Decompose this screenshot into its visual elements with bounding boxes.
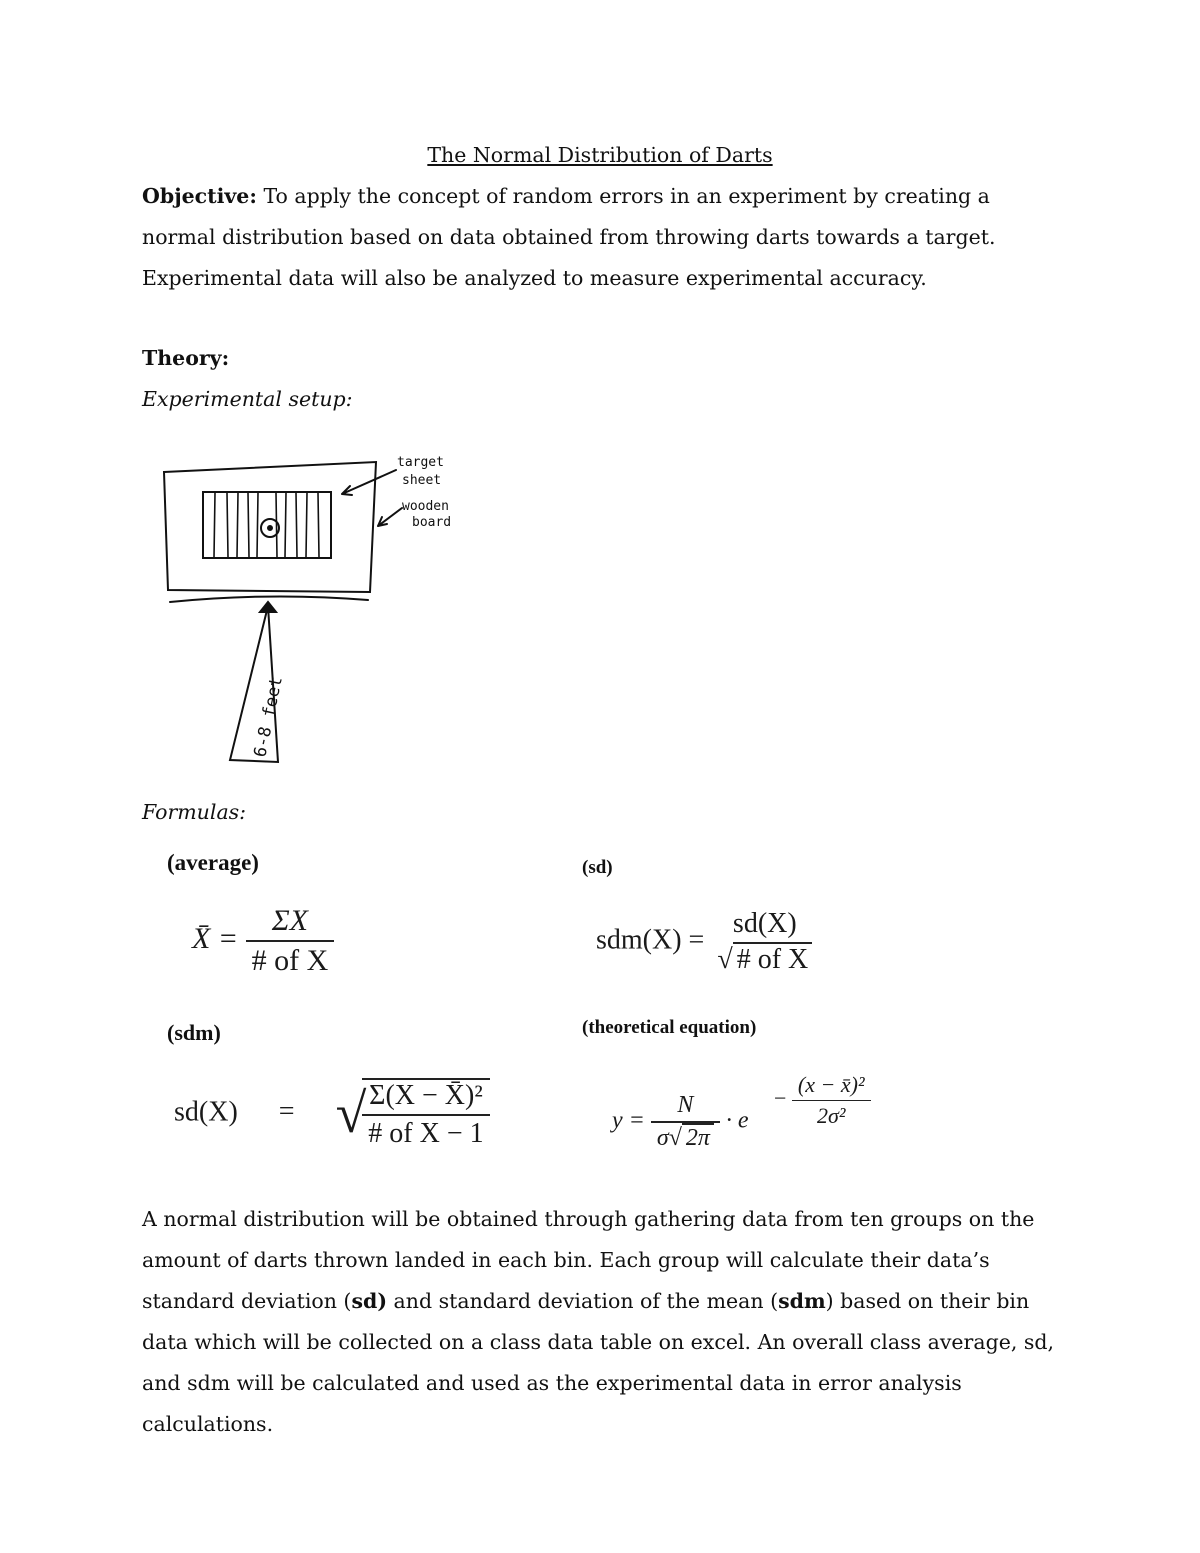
theoretical-dot-e: · e	[725, 1107, 749, 1134]
average-formula	[192, 904, 334, 978]
body-sd-bold: sd)	[351, 1289, 388, 1313]
objective-paragraph	[142, 176, 1062, 299]
average-denominator: # of X	[246, 940, 335, 978]
sketch-distance-label: 6-8 feet	[250, 674, 287, 760]
body-paragraph	[142, 1199, 1057, 1445]
board-arrow-icon	[378, 508, 402, 526]
sdm-equals: =	[278, 1096, 295, 1128]
sd-label: (sd)	[582, 857, 613, 878]
objective-text: To apply the concept of random errors in an experiment by creating a normal distribution based on data obtained from throwing darts towards a target. Experimental data will also be analyzed to measure experimental accuracy.	[142, 184, 996, 290]
sdm-lhs: sd(X)	[174, 1096, 238, 1128]
body-text-2: and standard deviation of the mean (	[387, 1289, 779, 1313]
throw-line	[170, 596, 368, 602]
sketch-board-label-1: wooden	[402, 499, 449, 514]
sketch-target-label-2: sheet	[402, 473, 442, 488]
sd-lhs: sdm(X) =	[596, 924, 705, 956]
body-text-1: A normal distribution will be obtained through gathering data from ten groups on the amount of darts thrown landed in each bin. Each group will calculate their data’s standard deviation (	[142, 1207, 1035, 1313]
theoretical-lhs: y =	[612, 1107, 645, 1134]
sketch-board-label-2: board	[412, 515, 452, 530]
sdm-numerator: Σ(X − X̄)²	[369, 1080, 483, 1111]
target-sheet-outline	[203, 492, 331, 558]
theory-heading: Theory:	[142, 346, 230, 370]
sd-formula: sdm(X) = sd(X) √ # of X	[596, 908, 818, 976]
theoretical-exp-denominator: 2σ²	[792, 1100, 871, 1129]
average-lhs: X̄ =	[192, 921, 239, 955]
throw-arrow-icon	[260, 602, 276, 612]
theoretical-exp-sign: −	[774, 1085, 787, 1111]
target-arrow-icon	[342, 470, 396, 495]
body-text-3: ) based on their bin data which will be collected on a class data table on excel. An overall class average, sd, and sdm will be calculated and used as the experimental data in error analysis calculations.	[142, 1289, 1055, 1436]
formulas-label: Formulas:	[142, 800, 247, 824]
average-label: (average)	[167, 850, 259, 875]
document-title: The Normal Distribution of Darts	[427, 143, 773, 167]
setup-label: Experimental setup:	[142, 387, 353, 411]
theoretical-numerator: N	[677, 1092, 694, 1118]
theoretical-denominator-sigma: σ	[656, 1125, 669, 1151]
sd-denominator: # of X	[733, 942, 813, 975]
sd-numerator: sd(X)	[732, 908, 797, 939]
setup-sketch	[150, 440, 480, 780]
objective-label: Objective:	[142, 184, 257, 208]
sdm-label: (sdm)	[167, 1020, 221, 1045]
sdm-formula: sd(X) = √ $\frac{\text{Σ(X − X̄)²}}{\text{\# of X − 1}}$	[174, 1078, 490, 1150]
sdm-denominator: # of X − 1	[362, 1114, 489, 1150]
theoretical-denominator-root: 2π	[682, 1123, 714, 1151]
sketch-target-label-1: target	[397, 455, 444, 470]
theoretical-exponent	[774, 1072, 871, 1129]
average-numerator: ΣX	[271, 904, 308, 937]
target-bin-lines	[214, 493, 319, 557]
theoretical-label: (theoretical equation)	[582, 1017, 757, 1038]
body-sdm-bold: sdm	[778, 1289, 826, 1313]
theoretical-formula: y = $\frac{N}{\sigma√ 2\pi}$ · e	[612, 1092, 749, 1151]
theoretical-exp-numerator: (x − x̄)²	[797, 1072, 865, 1097]
